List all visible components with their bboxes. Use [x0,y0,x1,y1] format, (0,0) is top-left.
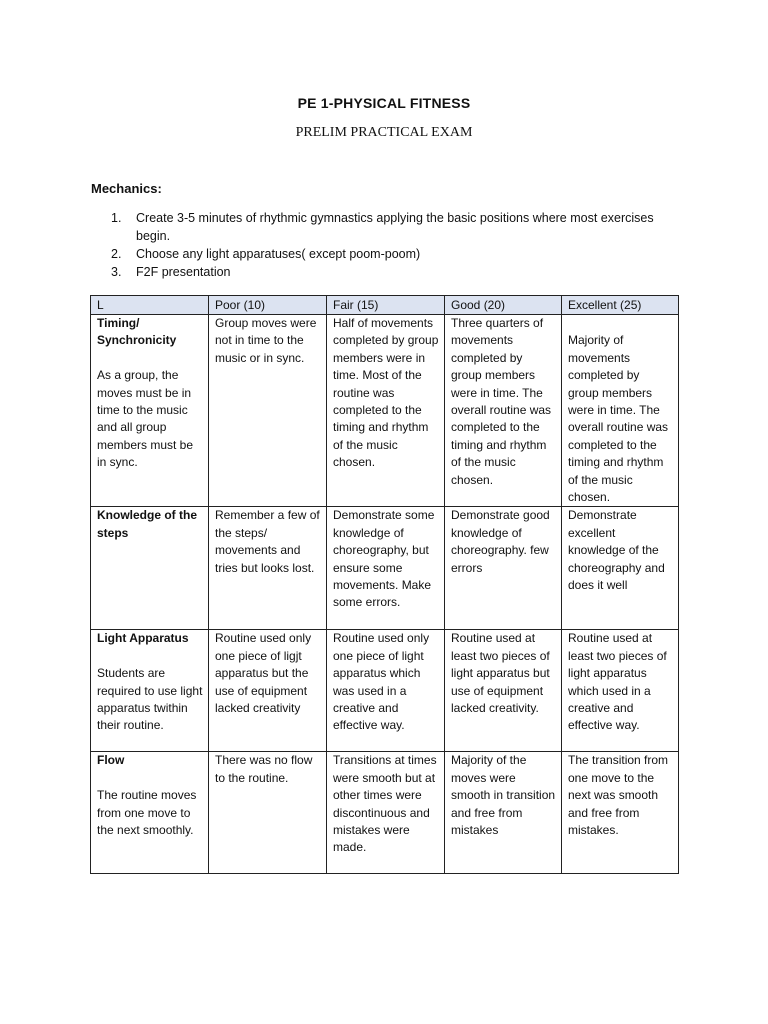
mechanics-list [111,209,671,281]
fair-cell: Demonstrate some knowledge of choreography, but ensure some movements. Make some errors. [327,507,445,630]
criterion-description: Students are required to use light apparatus twithin their routine. [97,666,203,733]
mechanics-item-number: 3. [111,265,122,279]
document-title: PE 1-PHYSICAL FITNESS [297,95,471,111]
excellent-cell: Majority of movements completed by group members were in time. The overall routine was completed to the timing and rhythm of the music chosen. [562,315,679,507]
mechanics-item-text: Choose any light apparatuses( except poom-poom) [136,247,421,261]
header-criteria: L [91,296,209,315]
excellent-cell: Demonstrate excellent knowledge of the choreography and does it well [562,507,679,630]
fair-cell: Half of movements completed by group members were in time. Most of the routine was completed to the timing and rhythm of the music chosen. [327,315,445,507]
criterion-cell [91,752,209,874]
fair-cell: Routine used only one piece of light apparatus which was used in a creative and effective way. [327,630,445,752]
poor-cell: Group moves were not in time to the music or in sync. [209,315,327,507]
poor-cell: Routine used only one piece of ligjt apparatus but the use of equipment lacked creativity [209,630,327,752]
criterion-cell [91,315,209,507]
criterion-cell [91,507,209,630]
poor-cell: There was no flow to the routine. [209,752,327,874]
rubric-header-row [91,296,679,315]
good-cell: Three quarters of movements completed by group members were in time. The overall routine was completed to the timing and rhythm of the music chosen. [445,315,562,507]
good-cell: Majority of the moves were smooth in transition and free from mistakes [445,752,562,874]
good-cell: Demonstrate good knowledge of choreography. few errors [445,507,562,630]
mechanics-item-number: 2. [111,247,122,261]
mechanics-item-number: 1. [111,211,122,225]
rubric-row-flow [91,752,679,874]
criterion-name: Flow [97,753,125,768]
excellent-cell: Routine used at least two pieces of light apparatus which used in a creative and effective way. [562,630,679,752]
mechanics-item [111,209,671,245]
criterion-cell [91,630,209,752]
excellent-cell: The transition from one move to the next was smooth and free from mistakes. [562,752,679,874]
header-fair: Fair (15) [327,296,445,315]
poor-cell: Remember a few of the steps/ movements and tries but looks lost. [209,507,327,630]
mechanics-heading: Mechanics: [91,181,162,196]
header-poor: Poor (10) [209,296,327,315]
mechanics-item [111,263,671,281]
mechanics-item [111,245,671,263]
rubric-table [90,295,679,874]
criterion-name: Light Apparatus [97,631,189,646]
document-subtitle: PRELIM PRACTICAL EXAM [295,125,473,140]
criterion-name: Knowledge of the steps [97,508,197,540]
criterion-description: The routine moves from one move to the next smoothly. [97,788,197,838]
rubric-header [91,296,679,315]
mechanics-item-text: Create 3-5 minutes of rhythmic gymnastics applying the basic positions where most exercises begin. [136,211,654,243]
rubric-row-apparatus [91,630,679,752]
mechanics-item-text: F2F presentation [136,265,231,279]
rubric-row-timing [91,315,679,507]
fair-cell: Transitions at times were smooth but at other times were discontinuous and mistakes were made. [327,752,445,874]
header-good: Good (20) [445,296,562,315]
header-excellent: Excellent (25) [562,296,679,315]
rubric-row-knowledge [91,507,679,630]
good-cell: Routine used at least two pieces of light apparatus but use of equipment lacked creativity. [445,630,562,752]
criterion-description: As a group, the moves must be in time to the music and all group members must be in sync. [97,368,194,470]
criterion-name: Timing/ Synchronicity [97,316,177,348]
